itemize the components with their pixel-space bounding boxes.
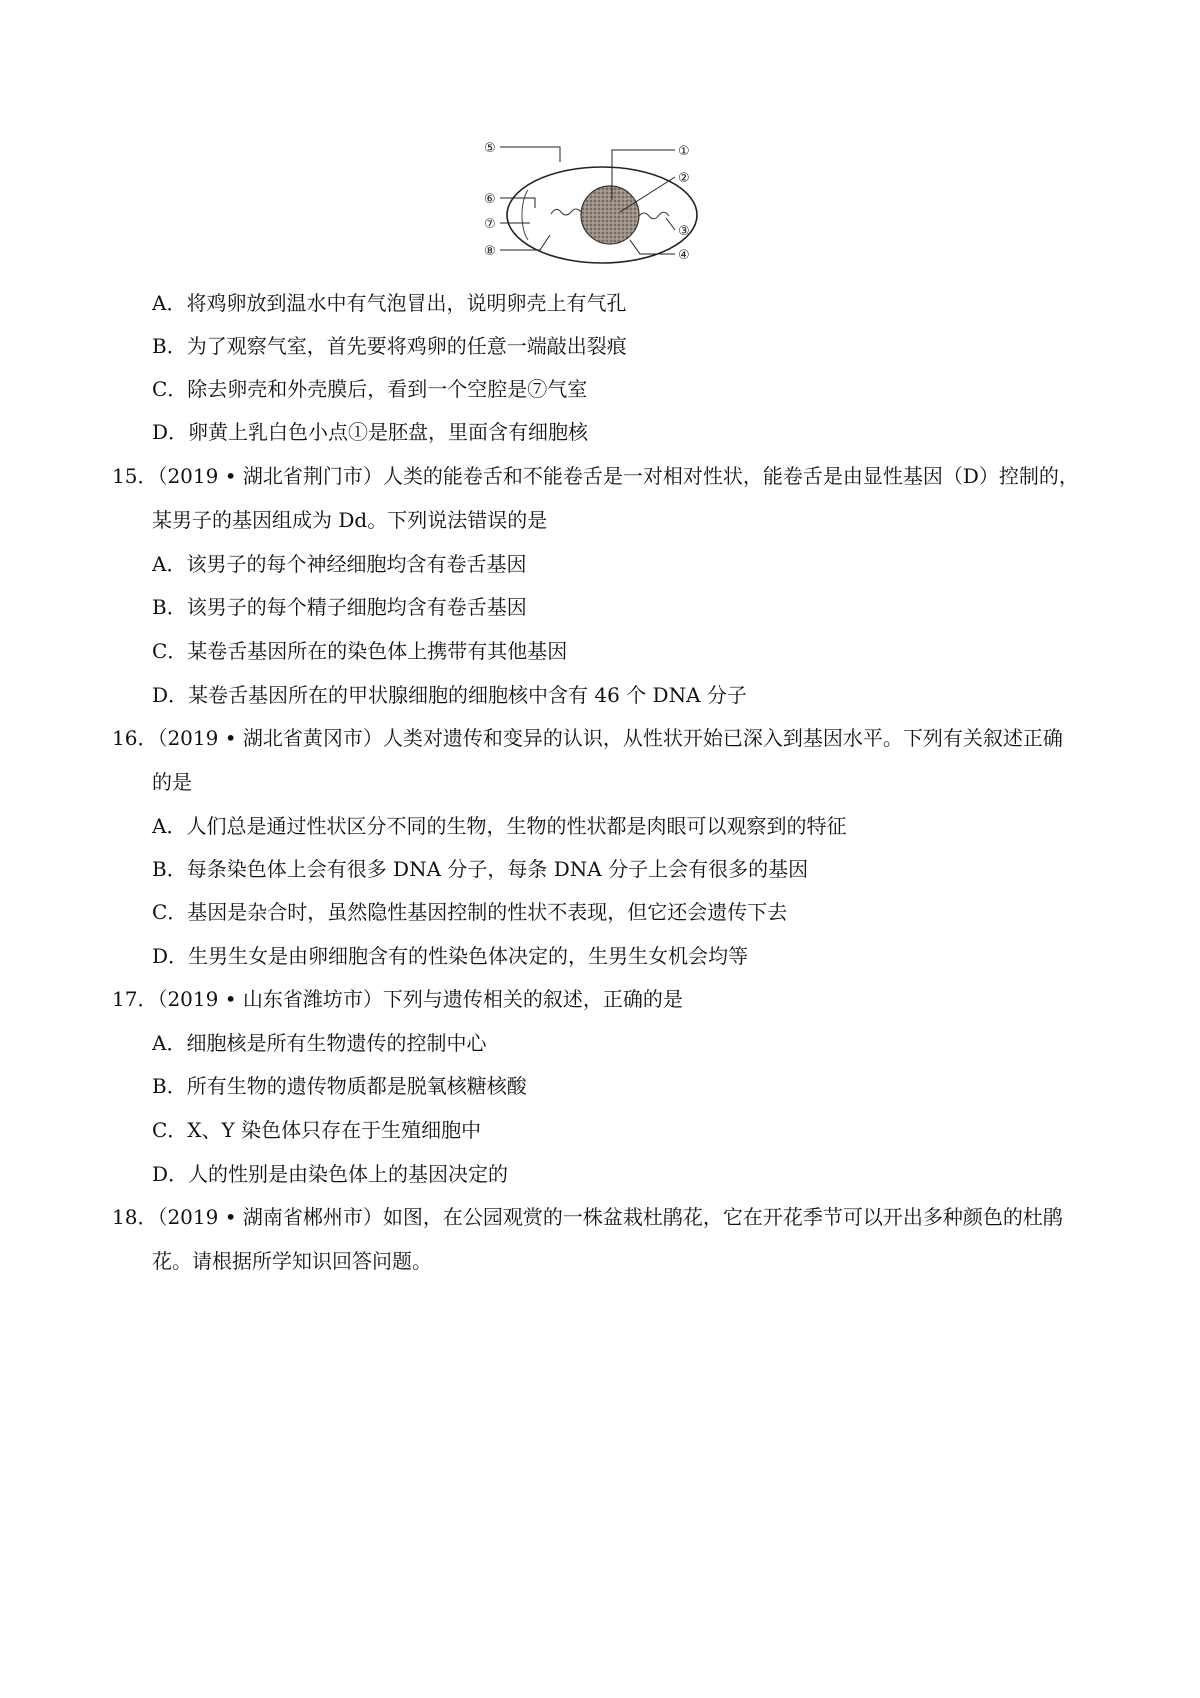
q15-stem-line1: 15．（2019 • 湖北省荆门市）人类的能卷舌和不能卷舌是一对相对性状，能卷舌是由显性基因（D）控制的， bbox=[112, 464, 1079, 488]
chalaza-left bbox=[551, 209, 581, 215]
q17-option-b: B．所有生物的遗传物质都是脱氧核糖核酸 bbox=[152, 1074, 527, 1098]
q17-option-d: D．人的性别是由染色体上的基因决定的 bbox=[152, 1162, 509, 1186]
label-1: ① bbox=[678, 144, 690, 159]
q15-stem-line2: 某男子的基因组成为 Dd。下列说法错误的是 bbox=[152, 508, 548, 532]
q15-option-b: B．该男子的每个精子细胞均含有卷舌基因 bbox=[152, 595, 527, 619]
label-7: ⑦ bbox=[484, 217, 496, 232]
q14-option-c: C．除去卵壳和外壳膜后，看到一个空腔是⑦气室 bbox=[152, 377, 588, 401]
q14-option-a: A．将鸡卵放到温水中有气泡冒出，说明卵壳上有气孔 bbox=[152, 291, 627, 315]
q15-option-a: A．该男子的每个神经细胞均含有卷舌基因 bbox=[152, 552, 527, 576]
q17-option-a: A．细胞核是所有生物遗传的控制中心 bbox=[152, 1031, 487, 1055]
chalaza-right bbox=[639, 212, 669, 219]
q16-option-a: A．人们总是通过性状区分不同的生物，生物的性状都是肉眼可以观察到的特征 bbox=[152, 814, 847, 838]
q16-option-c: C．基因是杂合时，虽然隐性基因控制的性状不表现，但它还会遗传下去 bbox=[152, 900, 788, 924]
q14-option-d: D．卵黄上乳白色小点①是胚盘，里面含有细胞核 bbox=[152, 420, 589, 444]
label-2: ② bbox=[678, 171, 690, 186]
q15-option-c: C．某卷舌基因所在的染色体上携带有其他基因 bbox=[152, 639, 568, 663]
label-8: ⑧ bbox=[484, 244, 496, 259]
label-4: ④ bbox=[678, 248, 690, 263]
label-5: ⑤ bbox=[484, 141, 496, 156]
yolk bbox=[581, 186, 639, 244]
q16-stem-line1: 16．（2019 • 湖北省黄冈市）人类对遗传和变异的认识，从性状开始已深入到基因水平。下列有关叙述正确 bbox=[112, 726, 1063, 750]
q18-stem-line2: 花。请根据所学知识回答问题。 bbox=[152, 1249, 432, 1273]
q18-stem-line1: 18．（2019 • 湖南省郴州市）如图，在公园观赏的一株盆栽杜鹃花，它在开花季节可以开出多种颜色的杜鹃 bbox=[112, 1205, 1063, 1229]
q17-stem: 17．（2019 • 山东省潍坊市）下列与遗传相关的叙述，正确的是 bbox=[112, 987, 683, 1011]
label-6: ⑥ bbox=[484, 192, 496, 207]
q16-option-b: B．每条染色体上会有很多 DNA 分子，每条 DNA 分子上会有很多的基因 bbox=[152, 857, 809, 881]
q15-option-d: D．某卷舌基因所在的甲状腺细胞的细胞核中含有 46 个 DNA 分子 bbox=[152, 683, 747, 707]
q16-option-d: D．生男生女是由卵细胞含有的性染色体决定的，生男生女机会均等 bbox=[152, 944, 749, 968]
q14-option-b: B．为了观察气室，首先要将鸡卵的任意一端敲出裂痕 bbox=[152, 334, 627, 358]
egg-structure-figure bbox=[470, 140, 730, 290]
q16-stem-line2: 的是 bbox=[152, 770, 192, 794]
label-3: ③ bbox=[678, 224, 690, 239]
q17-option-c: C．X、Y 染色体只存在于生殖细胞中 bbox=[152, 1118, 482, 1142]
